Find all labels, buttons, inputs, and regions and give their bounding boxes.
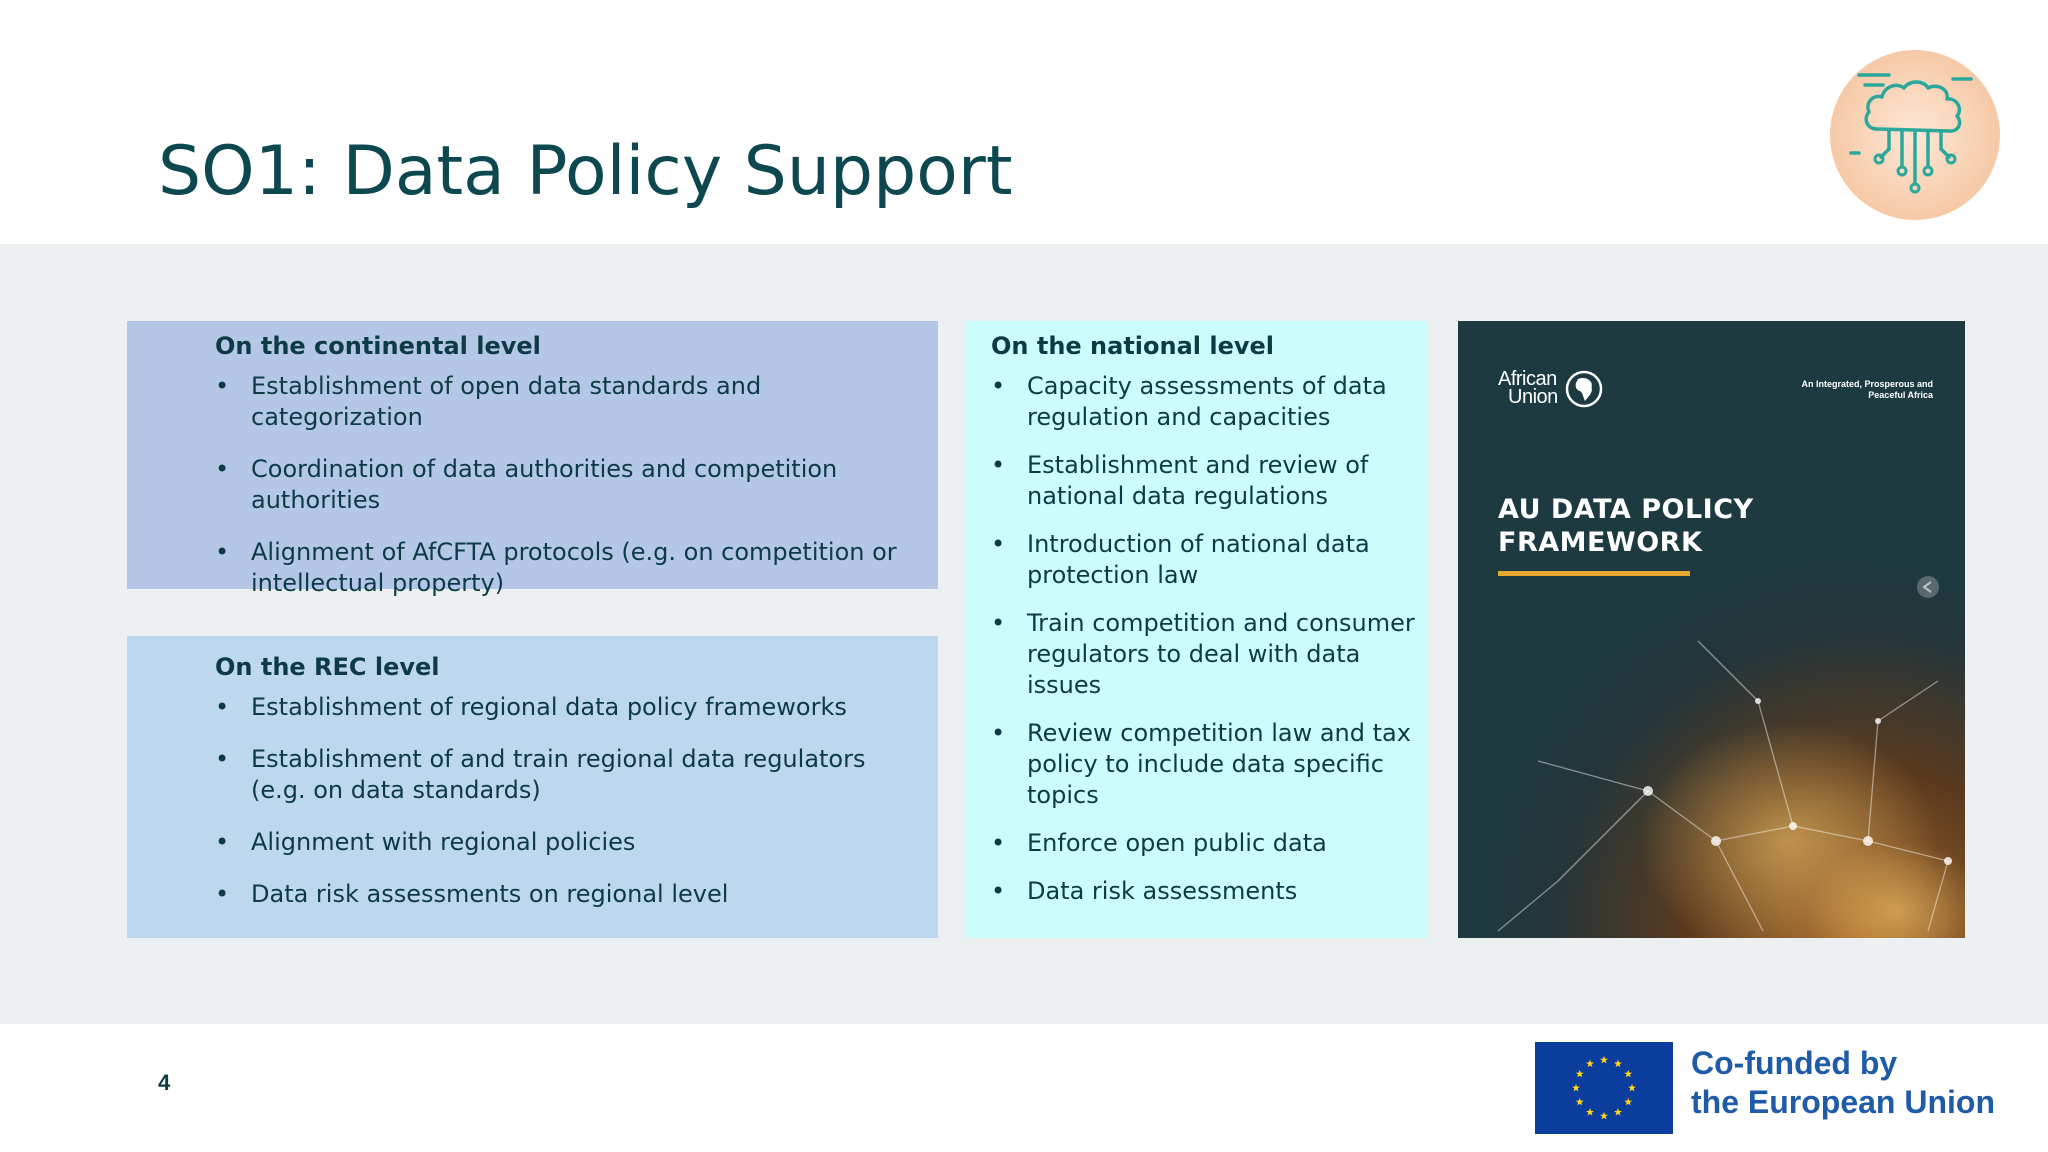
- list-item: • Establishment of open data standards and categorization: [215, 371, 918, 433]
- brain-circuit-icon: [1829, 49, 2001, 221]
- page-number: 4: [158, 1070, 171, 1095]
- book-title-underline: [1498, 571, 1690, 576]
- list-item: • Capacity assessments of data regulation and capacities: [991, 371, 1416, 433]
- rec-level-panel: [127, 636, 938, 938]
- list-item: • Establishment and review of national data regulations: [991, 450, 1416, 512]
- africa-globe-icon: [1564, 369, 1604, 409]
- list-item: • Enforce open public data: [991, 828, 1416, 859]
- rec-list: [215, 692, 918, 910]
- list-item: • Alignment of AfCFTA protocols (e.g. on competition or intellectual property): [215, 537, 918, 599]
- list-item: • Data risk assessments: [991, 876, 1416, 907]
- book-title: AU DATA POLICY FRAMEWORK: [1498, 494, 1754, 558]
- list-item: • Review competition law and tax policy to include data specific topics: [991, 718, 1416, 811]
- eu-text-line2: the European Union: [1691, 1084, 1995, 1120]
- continental-heading: On the continental level: [215, 332, 541, 360]
- list-item: • Coordination of data authorities and competition authorities: [215, 454, 918, 516]
- eu-text-line1: Co-funded by: [1691, 1045, 1898, 1081]
- list-item: • Data risk assessments on regional level: [215, 879, 918, 910]
- national-level-panel: [965, 321, 1428, 938]
- slide-title: SO1: Data Policy Support: [158, 132, 1013, 211]
- list-item: • Introduction of national data protection law: [991, 529, 1416, 591]
- book-tagline: An Integrated, Prosperous and Peaceful Africa: [1801, 379, 1933, 400]
- au-logo-line1: African: [1498, 368, 1557, 390]
- au-data-policy-framework-cover: [1458, 321, 1965, 938]
- list-item: • Establishment of and train regional data regulators (e.g. on data standards): [215, 744, 918, 806]
- list-item: • Train competition and consumer regulators to deal with data issues: [991, 608, 1416, 701]
- national-list: [991, 371, 1416, 907]
- continental-level-panel: [127, 321, 938, 597]
- rec-heading: On the REC level: [215, 653, 440, 681]
- african-union-logo: [1498, 365, 1618, 415]
- list-item: • Alignment with regional policies: [215, 827, 918, 858]
- national-heading: On the national level: [991, 332, 1275, 360]
- eu-flag-icon: [1535, 1042, 1673, 1134]
- continental-list: [215, 371, 918, 599]
- list-item: • Establishment of regional data policy frameworks: [215, 692, 918, 723]
- au-logo-line2: Union: [1508, 386, 1558, 408]
- eu-cofunded-text: [1691, 1044, 1995, 1122]
